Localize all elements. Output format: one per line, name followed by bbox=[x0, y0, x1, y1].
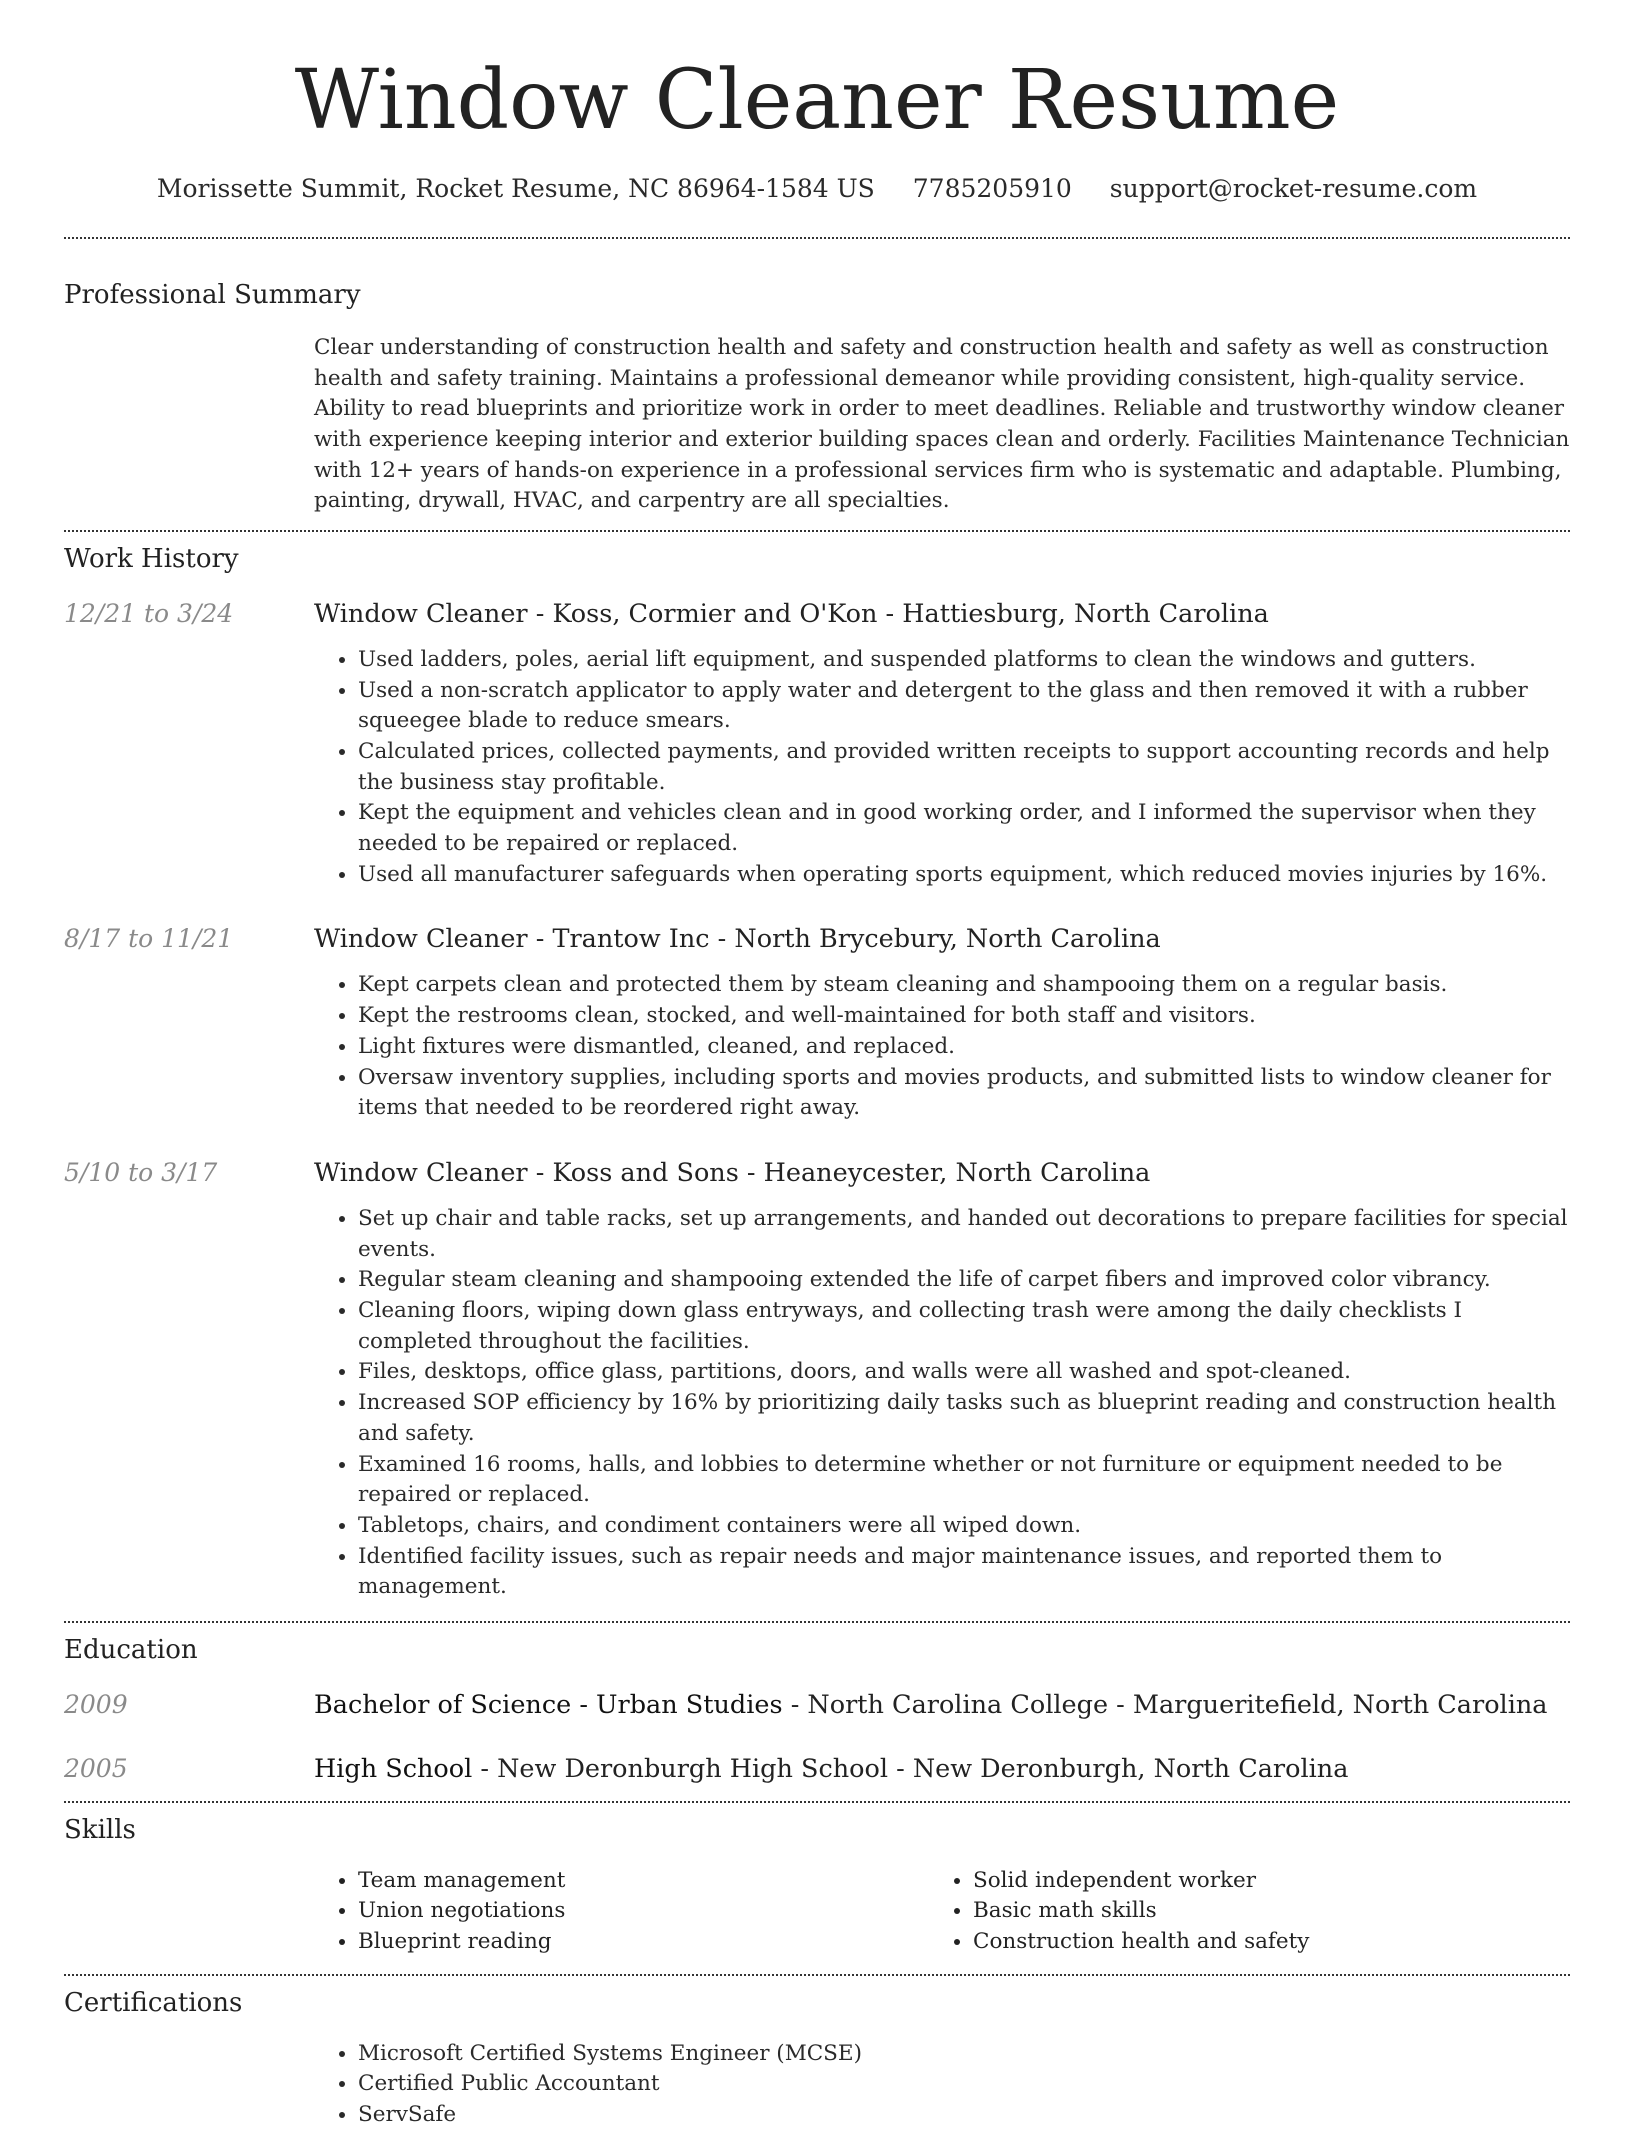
education-degree: Bachelor of Science - Urban Studies bbox=[314, 1689, 783, 1720]
education-entry bbox=[64, 1754, 1570, 1784]
list-item: • Increased SOP efficiency by 16% by prioritizing daily tasks such as blueprint reading and construction health and safety. bbox=[358, 1388, 1570, 1449]
list-item: • Tabletops, chairs, and condiment containers were all wiped down. bbox=[358, 1511, 1570, 1542]
education-year: 2005 bbox=[64, 1753, 128, 1783]
resume-page bbox=[64, 0, 1570, 2131]
skills-columns bbox=[314, 1866, 1570, 1958]
list-item: • Basic math skills bbox=[973, 1896, 1544, 1927]
skills-heading: Skills bbox=[64, 1814, 136, 1845]
list-item: • Cleaning floors, wiping down glass entryways, and collecting trash were among the daily checklists I completed throughout the facilities. bbox=[358, 1296, 1570, 1357]
job-header bbox=[64, 924, 1570, 954]
list-item: • Regular steam cleaning and shampooing extended the life of carpet fibers and improved color vibrancy. bbox=[358, 1265, 1570, 1296]
job-title: Window Cleaner - Koss and Sons - Heaneycester, North Carolina bbox=[314, 1157, 1151, 1188]
list-item: • Files, desktops, office glass, partitions, doors, and walls were all washed and spot-cleaned. bbox=[358, 1357, 1570, 1388]
contact-email[interactable]: support@rocket-resume.com bbox=[1109, 173, 1478, 203]
list-item: • Team management bbox=[358, 1866, 929, 1897]
certifications-heading: Certifications bbox=[64, 1987, 243, 2018]
contact-phone: 7785205910 bbox=[912, 173, 1072, 203]
job-entry bbox=[64, 924, 1570, 1124]
job-dates: 8/17 to 11/21 bbox=[64, 924, 234, 954]
list-item: • Kept the equipment and vehicles clean and in good working order, and I informed the supervisor when they needed to be repaired or replaced. bbox=[358, 798, 1570, 859]
job-entry bbox=[64, 1158, 1570, 1603]
job-header bbox=[64, 1158, 1570, 1188]
list-item: • Union negotiations bbox=[358, 1896, 929, 1927]
job-dates: 12/21 to 3/24 bbox=[64, 598, 234, 628]
list-item: • Kept the restrooms clean, stocked, and well-maintained for both staff and visitors. bbox=[358, 1001, 1570, 1032]
job-bullets bbox=[314, 1204, 1570, 1603]
list-item: • Oversaw inventory supplies, including sports and movies products, and submitted lists to window cleaner for items that needed to be reordered right away. bbox=[358, 1063, 1570, 1124]
education-heading: Education bbox=[64, 1635, 198, 1666]
list-item: • Used a non-scratch applicator to apply water and detergent to the glass and then removed it with a rubber squeegee blade to reduce smears. bbox=[358, 676, 1570, 737]
section-divider bbox=[64, 1621, 1570, 1623]
list-item: • Light fixtures were dismantled, cleaned, and replaced. bbox=[358, 1032, 1570, 1063]
list-item: • Used ladders, poles, aerial lift equipment, and suspended platforms to clean the windows and gutters. bbox=[358, 645, 1570, 676]
skills-list-left bbox=[314, 1866, 929, 1958]
section-divider bbox=[64, 530, 1570, 532]
resume-title: Window Cleaner Resume bbox=[294, 53, 1340, 148]
education-degree: High School bbox=[314, 1753, 473, 1784]
list-item: • Set up chair and table racks, set up arrangements, and handed out decorations to prepare facilities for special events. bbox=[358, 1204, 1570, 1265]
education-entry bbox=[64, 1690, 1570, 1720]
education-year: 2009 bbox=[64, 1689, 128, 1719]
job-bullets bbox=[314, 970, 1570, 1124]
section-divider bbox=[64, 1974, 1570, 1976]
certifications-list bbox=[314, 2039, 1570, 2131]
list-item: • Construction health and safety bbox=[973, 1927, 1544, 1958]
list-item: • Used all manufacturer safeguards when operating sports equipment, which reduced movies injuries by 16%. bbox=[358, 860, 1570, 891]
education-detail bbox=[314, 1690, 1548, 1720]
section-divider bbox=[64, 1801, 1570, 1803]
list-item: • Calculated prices, collected payments, and provided written receipts to support accounting records and help the business stay profitable. bbox=[358, 737, 1570, 798]
work-history-heading: Work History bbox=[64, 544, 239, 575]
job-title: Window Cleaner - Koss, Cormier and O'Kon - Hattiesburg, North Carolina bbox=[314, 598, 1269, 629]
job-bullets bbox=[314, 645, 1570, 891]
skills-list-right bbox=[929, 1866, 1544, 1958]
job-entry bbox=[64, 599, 1570, 891]
list-item: • Microsoft Certified Systems Engineer (MCSE) bbox=[358, 2039, 1570, 2070]
list-item: • Blueprint reading bbox=[358, 1927, 929, 1958]
contact-address: Morissette Summit, Rocket Resume, NC 86964-1584 US bbox=[156, 173, 875, 203]
list-item: • ServSafe bbox=[358, 2100, 1570, 2131]
list-item: • Examined 16 rooms, halls, and lobbies to determine whether or not furniture or equipment needed to be repaired or replaced. bbox=[358, 1450, 1570, 1511]
job-dates: 5/10 to 3/17 bbox=[64, 1157, 218, 1187]
education-school: - New Deronburgh High School - New Deronburgh, North Carolina bbox=[472, 1753, 1349, 1784]
contact-line bbox=[64, 173, 1570, 206]
list-item: • Kept carpets clean and protected them by steam cleaning and shampooing them on a regular basis. bbox=[358, 970, 1570, 1001]
summary-text: Clear understanding of construction health and safety and construction health and safety as well as construction health and safety training. Maintains a professional demeanor while providing consistent, high-quality service. Ability to read blueprints and prioritize work in order to meet deadlines. Reliable and trustworthy window cleaner with experience keeping interior and exterior building spaces clean and orderly. Facilities Maintenance Technician with 12+ years of hands-on experience in a professional services firm who is systematic and adaptable. Plumbing, painting, drywall, HVAC, and carpentry are all specialties. bbox=[314, 334, 1570, 514]
list-item: • Identified facility issues, such as repair needs and major maintenance issues, and reported them to management. bbox=[358, 1542, 1570, 1603]
list-item: • Solid independent worker bbox=[973, 1866, 1544, 1897]
education-school: - North Carolina College - Margueritefield, North Carolina bbox=[782, 1689, 1548, 1720]
job-title: Window Cleaner - Trantow Inc - North Brycebury, North Carolina bbox=[314, 924, 1161, 955]
job-header bbox=[64, 599, 1570, 629]
summary-heading: Professional Summary bbox=[64, 280, 361, 310]
list-item: • Certified Public Accountant bbox=[358, 2069, 1570, 2100]
section-divider bbox=[64, 237, 1570, 239]
education-detail bbox=[314, 1754, 1348, 1784]
